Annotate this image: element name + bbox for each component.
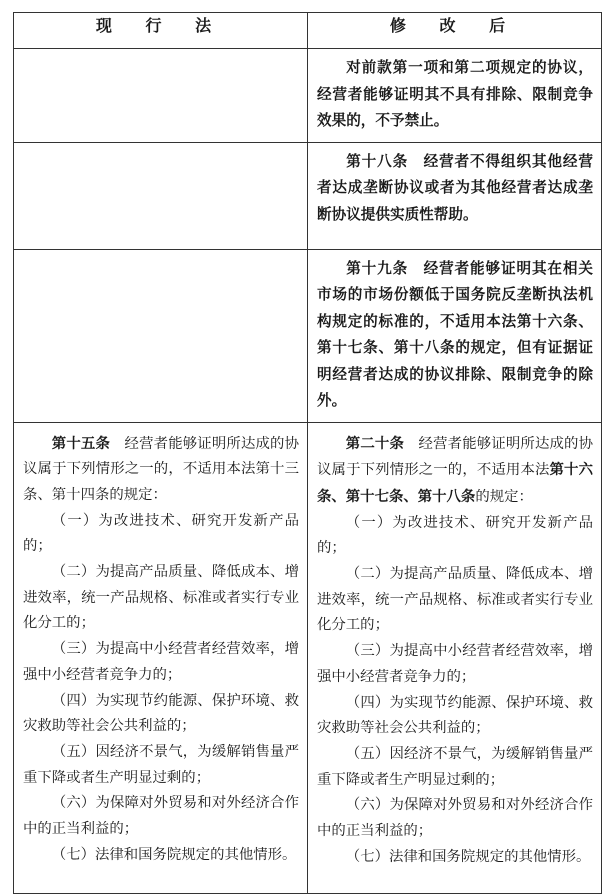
amended-cell	[308, 49, 602, 143]
amended-paragraph: 对前款第一项和第二项规定的协议，经营者能够证明其不具有排除、限制竞争效果的，不予禁止。	[317, 59, 593, 129]
header-amended: 修 改 后	[308, 13, 602, 49]
table-row	[14, 249, 602, 422]
article-19-text: 第十九条 经营者能够证明其在相关市场的市场份额低于国务院反垄断执法机构规定的标准的，不适用本法第十六条、第十七条、第十八条的规定，但有证据证明经营者达成的协议排除、限制竞争的除外。	[317, 259, 593, 409]
list-item: （六）为保障对外贸易和对外经济合作中的正当利益的；	[23, 795, 299, 838]
current-law-cell-empty	[14, 49, 308, 143]
current-law-article-15-cell	[14, 422, 308, 893]
article-15-title: 第十五条	[51, 434, 110, 452]
list-item: （五）因经济不景气，为缓解销售量严重下降或者生产明显过剩的；	[317, 745, 593, 788]
amended-references: 第十六条、第十七条、第十八条	[317, 461, 593, 505]
list-item: （五）因经济不景气，为缓解销售量严重下降或者生产明显过剩的；	[23, 743, 299, 786]
table-row	[14, 422, 602, 893]
list-item: （四）为实现节约能源、保护环境、救灾救助等社会公共利益的；	[23, 692, 299, 735]
article-15-intro: 第十五条 经营者能够证明所达成的协议属于下列情形之一的，不适用本法第十三条、第十四条的规定：	[23, 434, 299, 503]
list-item: （三）为提高中小经营者经营效率，增强中小经营者竞争力的；	[317, 643, 593, 685]
list-item: （二）为提高产品质量、降低成本、增进效率，统一产品规格、标准或者实行专业化分工的；	[317, 566, 593, 634]
list-item: （七）法律和国务院规定的其他情形。	[345, 848, 591, 865]
list-item: （一）为改进技术、研究开发新产品的；	[317, 514, 593, 557]
article-20-title: 第二十条	[345, 434, 404, 452]
table-header-row	[14, 13, 602, 49]
comparison-table	[13, 12, 602, 894]
table-row	[14, 142, 602, 249]
list-item: （三）为提高中小经营者经营效率，增强中小经营者竞争力的；	[23, 641, 299, 683]
list-item: （二）为提高产品质量、降低成本、增进效率，统一产品规格、标准或者实行专业化分工的；	[23, 564, 299, 632]
list-item: （七）法律和国务院规定的其他情形。	[51, 846, 297, 863]
amended-cell	[308, 249, 602, 422]
amended-article-20-cell	[308, 422, 602, 893]
list-item: （一）为改进技术、研究开发新产品的；	[23, 512, 299, 555]
header-current-law: 现 行 法	[14, 13, 308, 49]
article-18-text: 第十八条 经营者不得组织其他经营者达成垄断协议或者为其他经营者达成垄断协议提供实质性帮助。	[317, 152, 593, 223]
amended-cell	[308, 142, 602, 249]
table-row	[14, 49, 602, 143]
current-law-cell-empty	[14, 142, 308, 249]
list-item: （四）为实现节约能源、保护环境、救灾救助等社会公共利益的；	[317, 694, 593, 737]
article-20-intro: 第二十条 经营者能够证明所达成的协议属于下列情形之一的，不适用本法第十六条、第十七条、第十八条的规定：	[317, 434, 593, 505]
list-item: （六）为保障对外贸易和对外经济合作中的正当利益的；	[317, 797, 593, 840]
current-law-cell-empty	[14, 249, 308, 422]
